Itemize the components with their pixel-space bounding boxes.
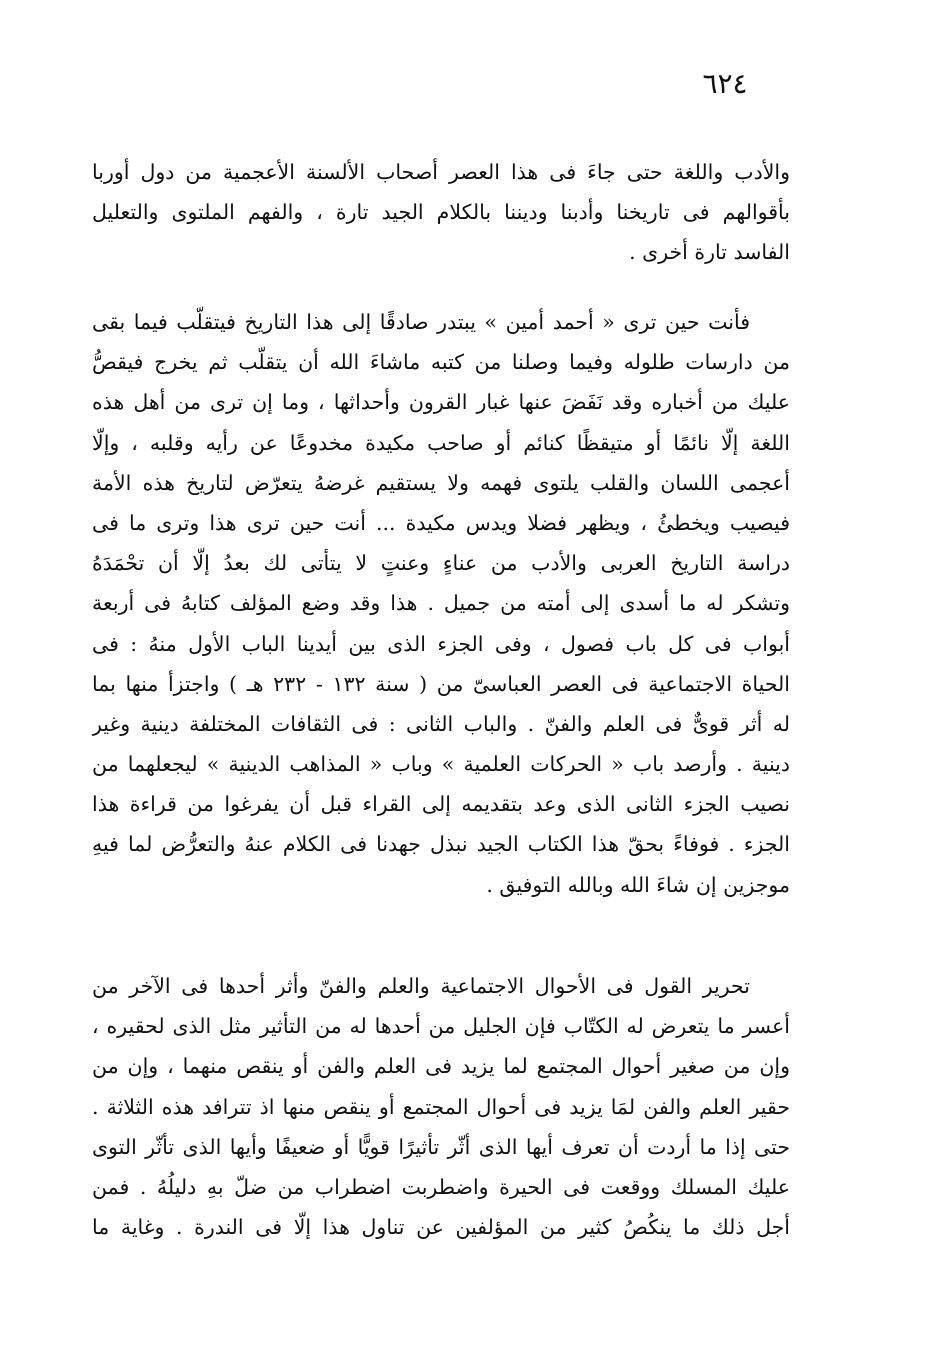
text-line: موجزين إن شاءَ الله وبالله التوفيق . (486, 872, 790, 897)
text-line: أعسر ما يتعرض له الكتّاب فإن الجليل من أحدها له من التأثير مثل الذى لحقيره ، (92, 1014, 790, 1039)
paragraph-2 (92, 302, 790, 905)
text-line: أعجمى اللسان والقلب يلتوى فهمه ولا يستقيم غرضهُ يتعرّض لتاريخ هذه الأمة (92, 470, 790, 495)
text-line: بأقوالهم فى تاريخنا وأدبنا وديننا بالكلام الجيد تارة ، والفهم الملتوى والتعليل (92, 200, 790, 225)
text-line: الحياة الاجتماعية فى العصر العباسىّ من ( سنة ١٣٢ - ٢٣٢ هـ ) واجتزأ منها بما (92, 671, 790, 696)
text-line: وتشكر له ما أسدى إلى أمته من جميل . هذا وقد وضع المؤلف كتابهُ فى أربعة (92, 591, 790, 616)
page-number: ٦٢٤ (702, 67, 748, 100)
text-line: حتى إذا ما أردت أن تعرف أيها الذى أثّر تأثيرًا قويًّا أو ضعيفًا وأيها الذى تأثّر التوى (92, 1134, 790, 1159)
text-line: تحرير القول فى الأحوال الاجتماعية والعلم والفنّ وأثر أحدها فى الآخر من (92, 974, 750, 998)
text-line: أجل ذلك ما ينكُصُ كثير من المؤلفين عن تناول هذا إلّا فى الندرة . وغاية ما (92, 1215, 790, 1240)
text-line: فأنت حين ترى « أحمد أمين » يبتدر صادقًا إلى هذا التاريخ فيتقلّب فيما بقى (92, 310, 750, 334)
text-line: دينية . وأرصد باب « الحركات العلمية » وباب « المذاهب الدينية » ليجعلهما من (92, 752, 790, 777)
text-line: الجزء . فوفاءً بحقّ هذا الكتاب الجيد نبذل جهدنا فى الكلام عنهُ والتعرُّض لما فيهِ (92, 832, 790, 857)
text-line: اللغة إلّا نائمًا أو متيقظًا كنائم أو صاحب مكيدة مخدوعًا عن رأيه وقلبه ، وإلّا (92, 430, 790, 455)
text-line: عليك المسلك ووقعت فى الحيرة واضطربت اضطراب من ضلّ بهِ دليلُهُ . فمن (92, 1174, 790, 1199)
paragraph-1 (92, 152, 790, 273)
text-line: من دارسات طلوله وفيما وصلنا من كتبه ماشاءَ الله أن يتقلّب ثم يخرج فيقصُّ (92, 350, 790, 375)
paragraph-3 (92, 966, 790, 1247)
text-line: وإن من صغير أحوال المجتمع لما يزيد فى العلم والفن أو ينقص منهما ، وإن من (92, 1054, 790, 1079)
text-line: الفاسد تارة أخرى . (629, 240, 790, 265)
text-line: والأدب واللغة حتى جاءَ فى هذا العصر أصحاب الألسنة الأعجمية من دول أوربا (92, 160, 790, 184)
text-line: نصيب الجزء الثانى الذى وعد بتقديمه إلى القراء قبل أن يفرغوا من قراءة هذا (92, 792, 790, 817)
text-line: حقير العلم والفن لمَا يزيد فى أحوال المجتمع أو ينقص منها اذ تترافد هذه الثلاثة . (92, 1094, 790, 1119)
text-line: فيصيب ويخطئُ ، ويظهر فضلا ويدس مكيدة ... أنت حين ترى هذا وترى ما فى (92, 510, 790, 535)
text-line: عليك من أخباره وقد نَفَضَ عنها غبار القرون وأحداثها ، وما إن ترى من أهل هذه (92, 390, 790, 415)
text-line: له أثر قوىٌّ فى العلم والفنّ . والباب الثانى : فى الثقافات المختلفة دينية وغير (92, 711, 790, 736)
text-line: أبواب فى كل باب فصول ، وفى الجزء الذى بين أيدينا الباب الأول منهُ : فى (92, 631, 790, 656)
text-line: دراسة التاريخ العربى والأدب من عناءٍ وعنتٍ لا يتأتى لك بعدُ إلّا أن تحْمَدَهُ (92, 551, 790, 576)
